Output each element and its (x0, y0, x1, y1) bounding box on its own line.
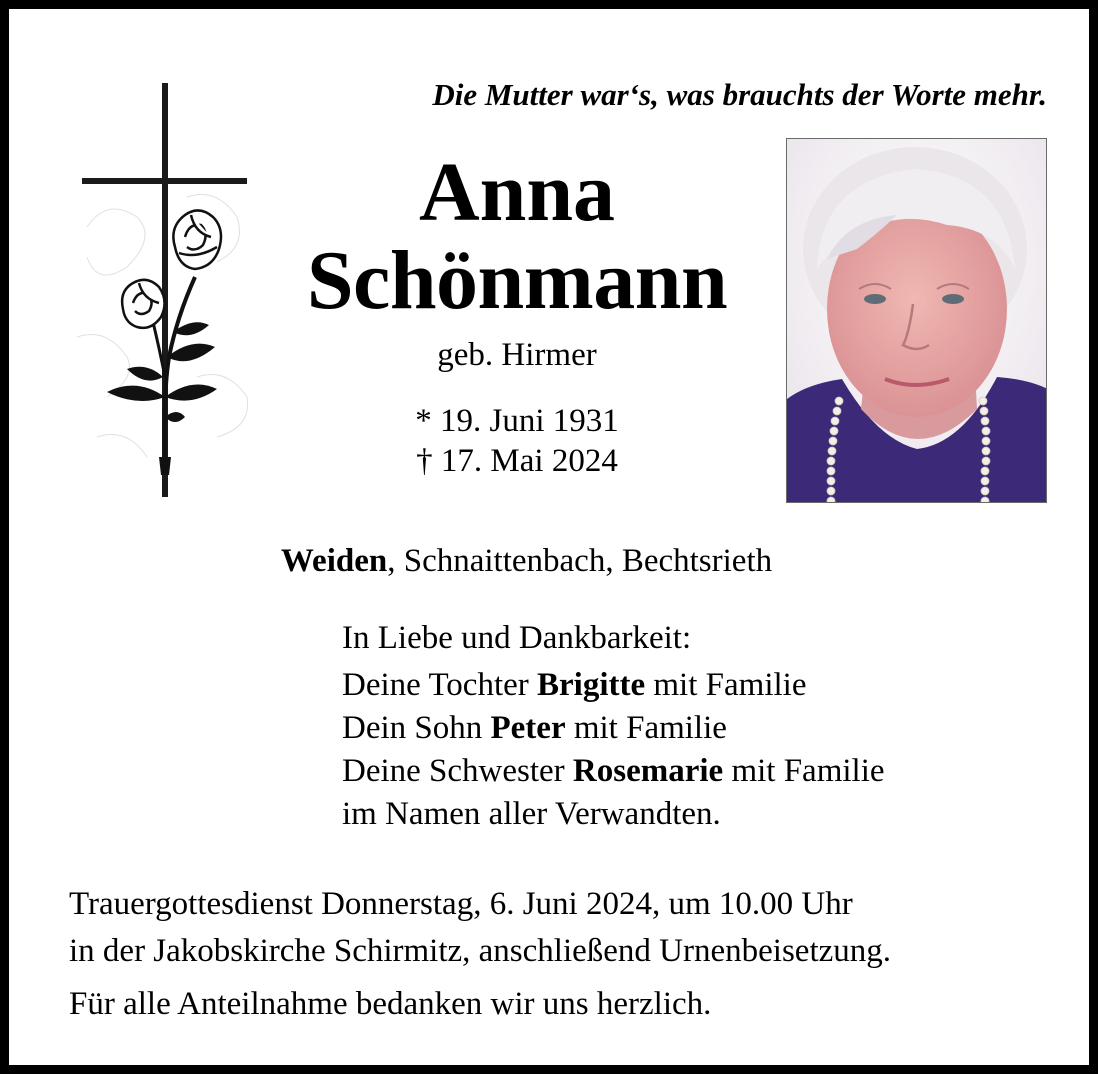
mourner-suffix: mit Familie (723, 753, 885, 789)
mourner-line (342, 707, 885, 750)
mourner-suffix: mit Familie (565, 710, 727, 746)
mourner-name: Rosemarie (572, 753, 724, 789)
death-date: † 17. Mai 2024 (416, 443, 618, 479)
name-block (249, 146, 785, 481)
thanks-line: Für alle Anteilnahme bedanken wir uns herzlich. (69, 986, 712, 1022)
mourner-relation: Dein Sohn (342, 710, 491, 746)
mourners-closing: im Namen aller Verwandten. (342, 796, 721, 832)
cross-with-rose-icon (67, 77, 263, 507)
mourner-suffix: mit Familie (645, 667, 807, 703)
birth-date: * 19. Juni 1931 (415, 403, 619, 439)
service-line-2: in der Jakobskirche Schirmitz, anschließend Urnenbeisetzung. (69, 933, 892, 969)
mourners-block (342, 617, 885, 836)
first-name: Anna (418, 146, 616, 239)
place-others: , Schnaittenbach, Bechtsrieth (387, 543, 773, 579)
mourner-relation: Deine Tochter (342, 667, 538, 703)
mourner-name: Brigitte (537, 667, 646, 703)
mourner-line (342, 664, 885, 707)
maiden-name: geb. Hirmer (437, 337, 597, 373)
last-name: Schönmann (306, 234, 728, 327)
place-main: Weiden (280, 543, 388, 579)
mourner-line (342, 750, 885, 793)
mourners-intro: In Liebe und Dankbarkeit: (342, 620, 692, 656)
motto: Die Mutter war‘s, was brauchts der Worte mehr. (432, 77, 1047, 112)
life-dates (249, 401, 785, 481)
portrait-illustration (787, 139, 1047, 503)
service-line-1: Trauergottesdienst Donnerstag, 6. Juni 2024, um 10.00 Uhr (69, 886, 853, 922)
mourner-name: Peter (490, 710, 566, 746)
mourner-relation: Deine Schwester (342, 753, 573, 789)
portrait-photo (786, 138, 1047, 503)
service-block (69, 881, 891, 1028)
places-line (9, 541, 1044, 581)
